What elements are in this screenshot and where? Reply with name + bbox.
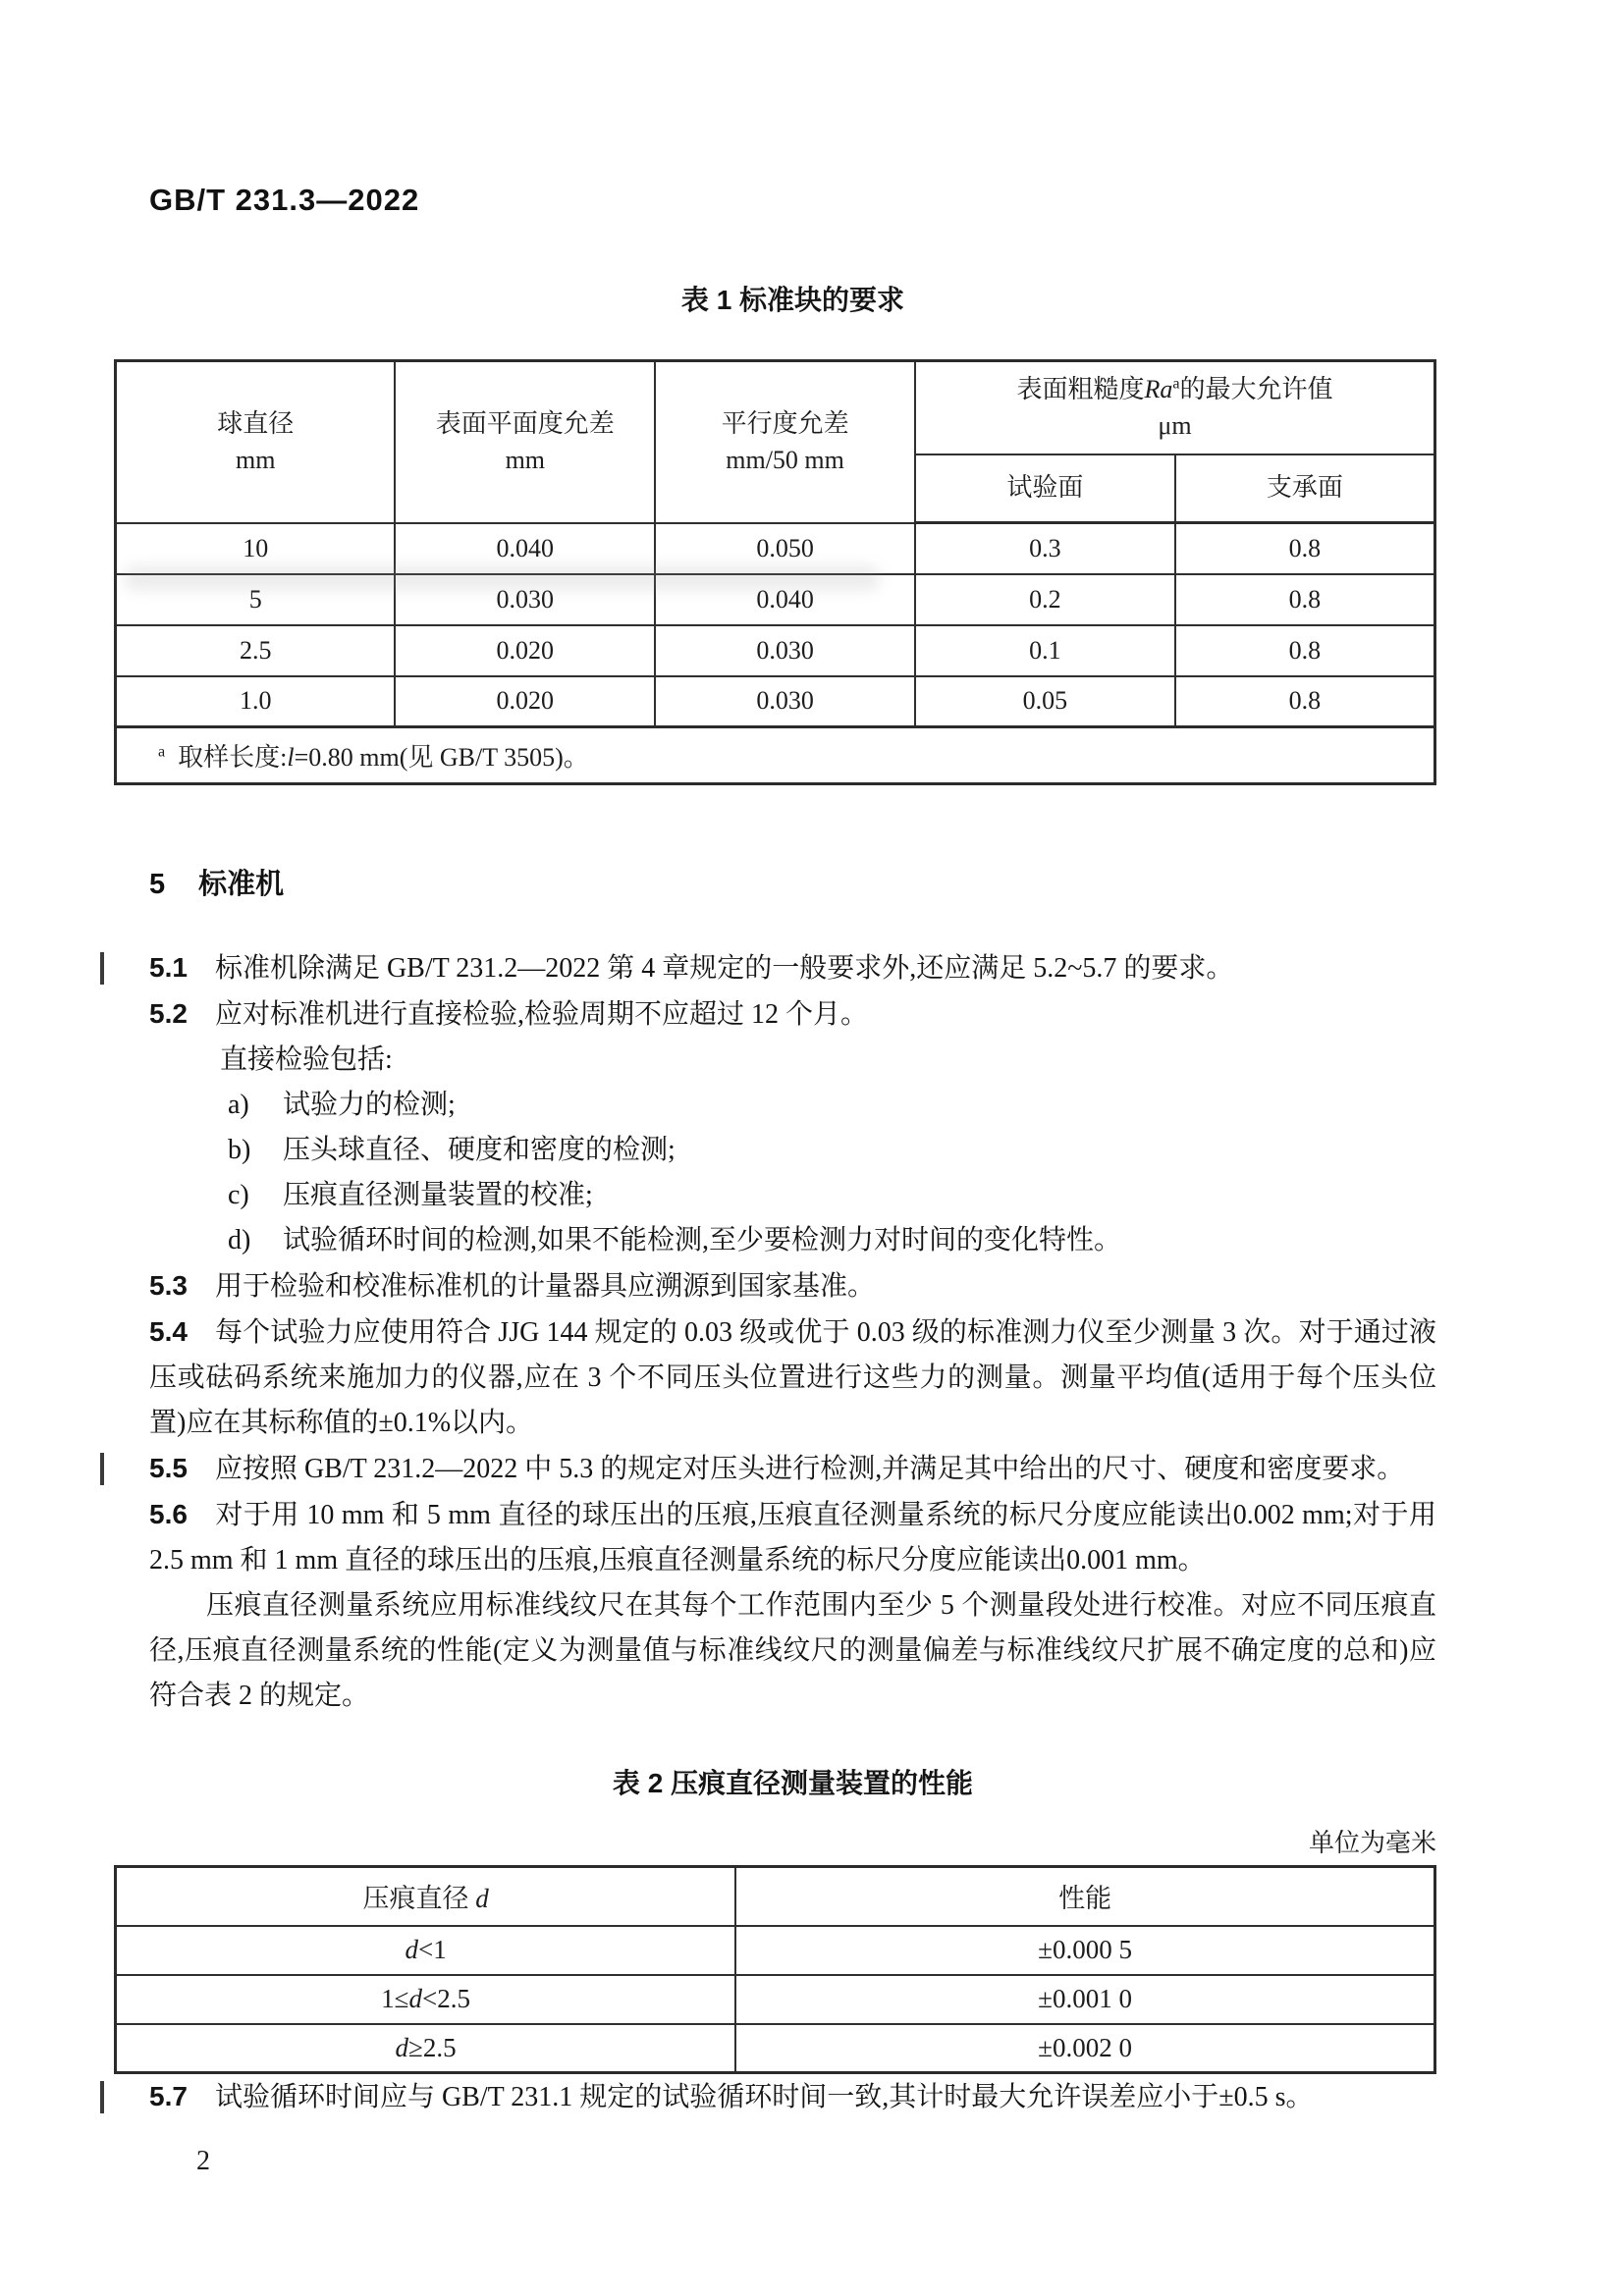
table1-title: 表 1 标准块的要求 — [680, 285, 905, 315]
table-cell: 0.020 — [395, 625, 655, 676]
clause-text: 应按照 GB/T 231.2—2022 中 5.3 的规定对压头进行检测,并满足其中给出的尺寸、硬度和密度要求。 — [214, 1454, 1405, 1484]
list-item-text: 压头球直径、硬度和密度的检测; — [283, 1135, 676, 1165]
table-cell: 0.040 — [655, 574, 915, 625]
roughness-unit: μm — [1158, 411, 1192, 441]
list-item — [149, 1128, 1436, 1173]
clause-5-7 — [149, 2074, 1436, 2120]
section-title: 标准机 — [198, 869, 285, 900]
list-item-text: 试验循环时间的检测,如果不能检测,至少要检测力对时间的变化特性。 — [283, 1225, 1122, 1255]
table-cell: 0.1 — [915, 625, 1175, 676]
diameter-symbol: d — [395, 2032, 409, 2062]
table-header-cell — [116, 361, 396, 523]
clause-number: 5.2 — [149, 998, 188, 1029]
table-header-cell: 试验面 — [915, 454, 1175, 523]
clause-text: 每个试验力应使用符合 JJG 144 规定的 0.03 级或优于 0.03 级的标准测力仪至少测量 3 次。对于通过液压或砝码系统来施加力的仪器,应在 3 个不同压头位置进行这些力的测量。测量平均值(适用于每个压头位置)应在其标称值的±0.1%以内。 — [149, 1317, 1436, 1438]
col-label: 球直径 — [217, 408, 295, 438]
table-row — [116, 523, 1435, 574]
table-row — [116, 1975, 1435, 2024]
table-row — [116, 574, 1435, 625]
table-header-cell: 性能 — [735, 1867, 1434, 1926]
table-cell: 0.050 — [655, 523, 915, 574]
list-item-label: c) — [228, 1180, 249, 1210]
table-cell: ±0.000 5 — [735, 1926, 1434, 1975]
table-header-cell — [395, 361, 655, 523]
table2-header-row — [116, 1867, 1435, 1926]
clause-number: 5.3 — [149, 1270, 188, 1301]
clause-number: 5.4 — [149, 1316, 188, 1347]
clause-5-5 — [149, 1446, 1436, 1492]
table-cell: 0.030 — [655, 625, 915, 676]
table-cell: 0.040 — [395, 523, 655, 574]
table-cell: 0.030 — [655, 676, 915, 727]
table1 — [114, 359, 1436, 785]
table-header-cell: 支承面 — [1175, 454, 1435, 523]
table-cell: 0.2 — [915, 574, 1175, 625]
section-heading — [149, 862, 1436, 902]
table-cell: 1.0 — [116, 676, 396, 727]
clause-5-1 — [149, 945, 1436, 991]
clause-text: 应对标准机进行直接检验,检验周期不应超过 12 个月。 — [214, 999, 868, 1030]
diameter-symbol: d — [405, 1935, 418, 1964]
clause-number: 5.1 — [149, 952, 188, 983]
list-item-label: b) — [228, 1135, 251, 1165]
table-cell: 10 — [116, 523, 396, 574]
clause-5-2 — [149, 991, 1436, 1038]
list-item-text: 试验力的检测; — [283, 1090, 456, 1120]
table-cell: 0.8 — [1175, 523, 1435, 574]
table-cell: 0.3 — [915, 523, 1175, 574]
table-cell: d<1 — [116, 1926, 736, 1975]
table-cell: 0.8 — [1175, 676, 1435, 727]
diameter-symbol: d — [475, 1884, 489, 1914]
table-cell: 1≤d<2.5 — [116, 1975, 736, 2024]
table2-unit-label: 单位为毫米 — [1308, 1829, 1436, 1857]
list-item-text: 压痕直径测量装置的校准; — [283, 1180, 593, 1210]
footnote-ref: a — [1172, 374, 1180, 392]
table-cell: 2.5 — [116, 625, 396, 676]
list-item — [149, 1083, 1436, 1128]
table1-footnote-row — [116, 727, 1435, 784]
clause-5-6-para2: 压痕直径测量系统应用标准线纹尺在其每个工作范围内至少 5 个测量段处进行校准。对应不同压痕直径,压痕直径测量系统的性能(定义为测量值与标准线纹尺的测量偏差与标准线纹尺扩展不确定度的总和)应符合表 2 的规定。 — [149, 1590, 1436, 1711]
diameter-symbol: d — [408, 1984, 422, 2013]
list-item — [149, 1173, 1436, 1218]
sampling-length-symbol: l — [287, 743, 295, 772]
table2-title: 表 2 压痕直径测量装置的性能 — [612, 1768, 974, 1798]
list-item-label: a) — [228, 1090, 249, 1120]
table-row — [116, 625, 1435, 676]
clause-text: 试验循环时间应与 GB/T 231.1 规定的试验循环时间一致,其计时最大允许误差应小于±0.5 s。 — [214, 2082, 1314, 2112]
table-row — [116, 2024, 1435, 2073]
ra-symbol: Ra — [1144, 374, 1173, 403]
list-item — [149, 1218, 1436, 1263]
table-footnote: $^a$ 取样长度:l=0.80 mm(见 GB/T 3505)。 — [116, 727, 1435, 784]
clause-5-3 — [149, 1263, 1436, 1309]
clause-number: 5.7 — [149, 2081, 188, 2111]
table-cell: ±0.002 0 — [735, 2024, 1434, 2073]
table-cell: 0.8 — [1175, 625, 1435, 676]
page-number: 2 — [196, 2146, 210, 2176]
col-label: 平行度允差 — [721, 408, 849, 438]
clause-text: 对于用 10 mm 和 5 mm 直径的球压出的压痕,压痕直径测量系统的标尺分度应能读出0.002 mm;对于用 2.5 mm 和 1 mm 直径的球压出的压痕,压痕直径测量系统的标尺分度应能读出0.001 mm。 — [149, 1500, 1436, 1575]
table-cell: d≥2.5 — [116, 2024, 736, 2073]
clause-5-2-sub: 直接检验包括: — [220, 1044, 393, 1075]
table2 — [114, 1865, 1436, 2074]
table-cell: ±0.001 0 — [735, 1975, 1434, 2024]
col-unit: mm — [505, 446, 546, 475]
clause-text: 用于检验和校准标准机的计量器具应溯源到国家基准。 — [214, 1271, 875, 1302]
table-header-cell: 压痕直径 d — [116, 1867, 736, 1926]
list-item-label: d) — [228, 1225, 251, 1255]
table-cell: 0.8 — [1175, 574, 1435, 625]
table-header-cell — [655, 361, 915, 523]
table1-header-row — [116, 361, 1435, 454]
table-row — [116, 676, 1435, 727]
standard-number: GB/T 231.3—2022 — [149, 183, 420, 217]
table-cell: 0.030 — [395, 574, 655, 625]
clause-5-4 — [149, 1309, 1436, 1446]
table-cell: 0.05 — [915, 676, 1175, 727]
clause-text: 标准机除满足 GB/T 231.2—2022 第 4 章规定的一般要求外,还应满足 5.2~5.7 的要求。 — [214, 953, 1234, 984]
table-cell: 0.020 — [395, 676, 655, 727]
clause-5-6 — [149, 1492, 1436, 1583]
footnote-marker: a — [158, 743, 166, 761]
clause-number: 5.5 — [149, 1453, 188, 1483]
table-row — [116, 1926, 1435, 1975]
roughness-label: 表面粗糙度Ra$^a$的最大允许值 — [1016, 374, 1333, 403]
col-label: 表面平面度允差 — [435, 408, 615, 438]
col-unit: mm — [235, 446, 276, 475]
table-header-cell-roughness — [915, 361, 1435, 454]
table-cell: 5 — [116, 574, 396, 625]
section-number: 5 — [149, 869, 166, 900]
col-unit: mm/50 mm — [726, 446, 844, 475]
clause-number: 5.6 — [149, 1499, 188, 1529]
